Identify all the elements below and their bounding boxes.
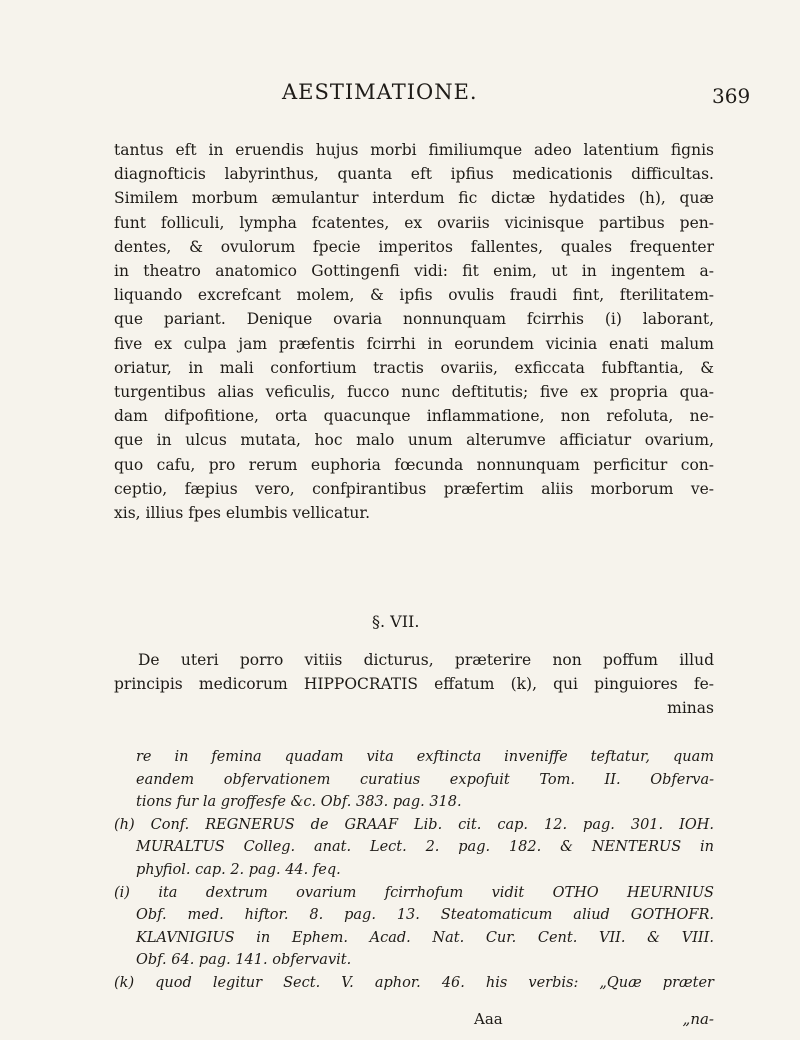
text-line: dentes, & ovulorum fpecie imperitos fallentes, quales frequenter [114, 237, 714, 256]
footnote-line: Obf. 64. pag. 141. obfervavit. [136, 952, 352, 969]
text-line: ceptio, fæpius vero, confpirantibus præfertim aliis morborum ve- [114, 479, 714, 498]
footnote-line: eandem obfervationem curatius expofuit Tom. II. Obferva- [136, 771, 714, 788]
catchword: „na- [682, 1010, 714, 1028]
footnote-line: (h) Conf. REGNERUS de GRAAF Lib. cit. cap. 12. pag. 301. IOH. [114, 816, 714, 833]
footnote-line: re in femina quadam vita exftincta inveniffe teftatur, quam [136, 749, 714, 765]
text-line: turgentibus alias veficulis, fucco nunc deftitutis; five ex propria qua- [114, 383, 714, 402]
text-line: minas [667, 699, 714, 718]
footnote-line: tions fur la groffesfe &c. Obf. 383. pag. 318. [136, 794, 462, 811]
page-footer [114, 1010, 714, 1034]
text-line: diagnofticis labyrinthus, quanta eft ipfius medicationis difficultas. [114, 165, 714, 184]
text-line: Similem morbum æmulantur interdum fic dictæ hydatides (h), quæ [114, 189, 714, 208]
paragraph-main [114, 138, 714, 525]
paragraph-section [114, 648, 714, 721]
running-head [0, 72, 800, 112]
section-heading: §. VII. [372, 612, 420, 631]
text-line: que in ulcus mutata, hoc malo unum alterumve afficiatur ovarium, [114, 431, 714, 450]
footnote-line: (k) quod legitur Sect. V. aphor. 46. his verbis: „Quæ præter [114, 974, 714, 991]
text-line: principis medicorum HIPPOCRATIS effatum (k), qui pinguiores fe- [114, 675, 714, 694]
footnotes [114, 746, 714, 995]
text-line: tantus eft in eruendis hujus morbi fimiliumque adeo latentium fignis [114, 141, 714, 159]
text-line: in theatro anatomico Gottingenfi vidi: fit enim, ut in ingentem a- [114, 262, 714, 281]
footnote-line: MURALTUS Colleg. anat. Lect. 2. pag. 182. & NENTERUS in [136, 839, 714, 856]
text-line: quo cafu, pro rerum euphoria fœcunda nonnunquam perficitur con- [114, 455, 714, 474]
running-title: AESTIMATIONE. [282, 80, 478, 104]
signature-mark: Aaa [474, 1010, 503, 1028]
text-line: liquando excrefcant molem, & ipfis ovulis fraudi fint, fterilitatem- [114, 286, 714, 305]
text-line: que pariant. Denique ovaria nonnunquam fcirrhis (i) laborant, [114, 310, 714, 329]
text-line: xis, illius fpes elumbis vellicatur. [114, 504, 371, 523]
text-line: De uteri porro vitiis dicturus, præterire non poffum illud [138, 651, 714, 669]
text-line: funt folliculi, lympha fcatentes, ex ovariis vicinisque partibus pen- [114, 213, 714, 232]
footnote-line: phyfiol. cap. 2. pag. 44. feq. [136, 861, 341, 878]
footnote-line: Obf. med. hiftor. 8. pag. 13. Steatomaticum aliud GOTHOFR. [136, 907, 714, 924]
text-line: dam difpofitione, orta quacunque inflammatione, non refoluta, ne- [114, 407, 714, 426]
text-line: five ex culpa jam præfentis fcirrhi in eorundem vicinia enati malum [114, 334, 714, 353]
text-line: oriatur, in mali confortium tractis ovariis, exficcata fubftantia, & [114, 358, 714, 377]
footnote-line: (i) ita dextrum ovarium fcirrhofum vidit OTHO HEURNIUS [114, 884, 714, 901]
page-number: 369 [712, 84, 751, 108]
footnote-line: KLAVNIGIUS in Ephem. Acad. Nat. Cur. Cent. VII. & VIII. [136, 929, 714, 946]
